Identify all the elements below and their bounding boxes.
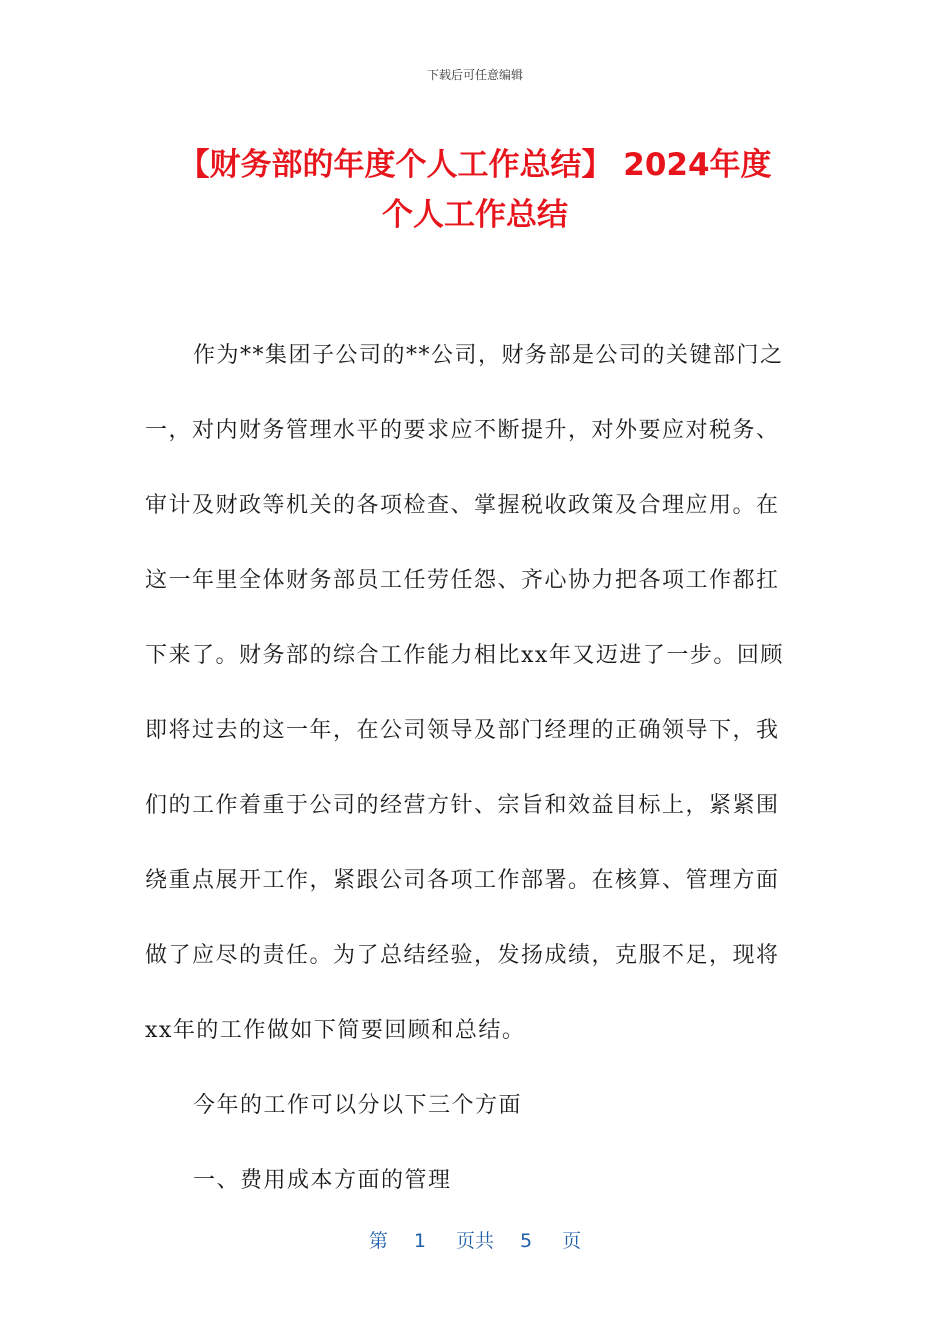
footer-current-page: 1 xyxy=(413,1230,426,1252)
text-line: 绕重点展开工作，紧跟公司各项工作部署。在核算、管理方面 xyxy=(145,868,780,893)
footer-suffix: 页 xyxy=(562,1230,582,1252)
text-line: 做了应尽的责任。为了总结经验，发扬成绩，克服不足，现将 xyxy=(145,943,780,968)
paragraph-overview: 今年的工作可以分以下三个方面 xyxy=(193,1093,523,1118)
footer-total-pages: 5 xyxy=(520,1230,533,1252)
text-line: 审计及财政等机关的各项检查、掌握税收政策及合理应用。在 xyxy=(145,493,780,518)
text-line: 们的工作着重于公司的经营方针、宗旨和效益目标上，紧紧围 xyxy=(145,793,780,818)
title-line-2: 个人工作总结 xyxy=(382,197,568,233)
text-line: 即将过去的这一年，在公司领导及部门经理的正确领导下，我 xyxy=(145,718,780,743)
header-note: 下载后可任意编辑 xyxy=(426,68,523,82)
footer-middle: 页共 xyxy=(455,1230,494,1252)
text-line: 下来了。财务部的综合工作能力相比xx年又迈进了一步。回顾 xyxy=(145,643,784,668)
title-line-1: 【财务部的年度个人工作总结】 2024年度 xyxy=(178,147,772,183)
section-heading-1: 一、费用成本方面的管理 xyxy=(193,1168,452,1193)
document-body xyxy=(145,318,805,1218)
paragraph-intro xyxy=(145,318,805,1068)
page-footer xyxy=(0,1226,950,1253)
text-line: 作为**集团子公司的**公司，财务部是公司的关键部门之 xyxy=(193,343,784,368)
text-line: xx年的工作做如下简要回顾和总结。 xyxy=(145,1018,526,1043)
text-line: 一，对内财务管理水平的要求应不断提升，对外要应对税务、 xyxy=(145,418,780,443)
text-line: 这一年里全体财务部员工任劳任怨、齐心协力把各项工作都扛 xyxy=(145,568,780,593)
footer-prefix: 第 xyxy=(368,1230,388,1252)
document-title xyxy=(120,140,830,240)
